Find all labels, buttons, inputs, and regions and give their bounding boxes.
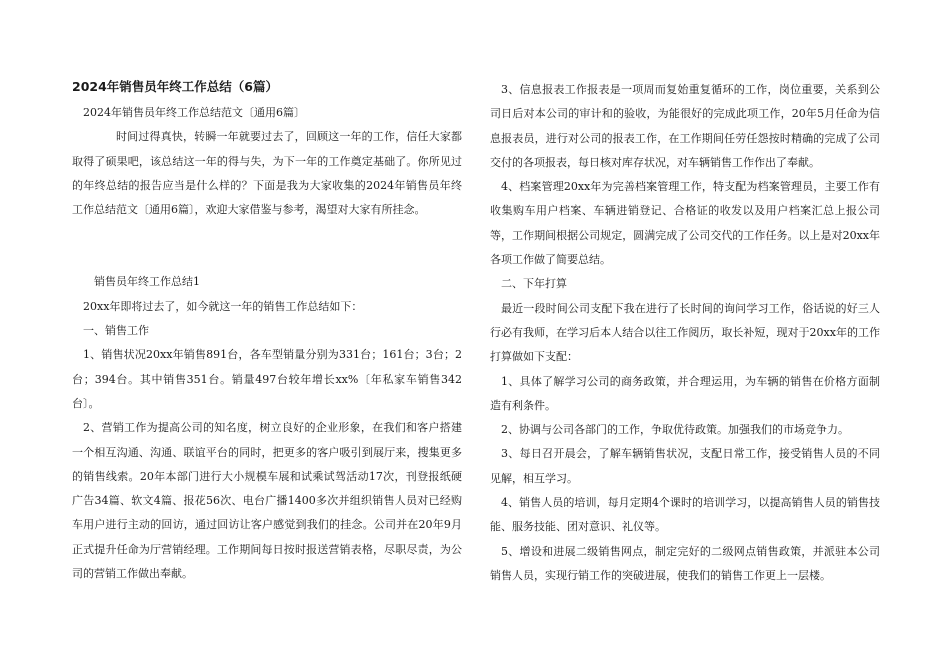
spacer — [72, 222, 462, 270]
paragraph-report-work: 3、信息报表工作报表是一项周而复始重复循环的工作，岗位重要，关系到公司日后对本公司的审计和的验收，为能很好的完成此项工作，20年5月任命为信息报表员，进行对公司的报表工作，在工作期间任劳任怨按时精确的完成了公司交付的各项报表，每日核对库存状况，对车辆销售工作作出了奉献。 — [490, 83, 880, 169]
plan-item: 5、增设和进展二级销售网点，制定完好的二级网点销售政策，并派驻本公司销售人员，实现行销工作的突破进展，使我们的销售工作更上一层楼。 — [490, 544, 880, 582]
paragraph-archive-management: 4、档案管理20xx年为完善档案管理工作，特支配为档案管理员，主要工作有收集购车用户档案、车辆进销登记、合格证的收发以及用户档案汇总上报公司等，工作期间根据公司规定，圆满完成了公司交代的工作任务。以上是对20xx年各项工作做了简要总结。 — [490, 180, 880, 267]
right-column — [490, 78, 880, 588]
paragraph-sales-status: 1、销售状况20xx年销售891台，各车型销量分别为331台；161台；3台；2台；394台。其中销售351台。销量497台较年增长xx%〔年私家车销售342台〕。 — [72, 348, 462, 410]
plan-item: 1、具体了解学习公司的商务政策，并合理运用，为车辆的销售在价格方面制造有利条件。 — [490, 374, 880, 412]
plan-item: 4、销售人员的培训，每月定期4个课时的培训学习，以提高销售人员的销售技能、服务技能、团对意识、礼仪等。 — [490, 496, 880, 534]
document-subtitle: 2024年销售员年终工作总结范文〔通用6篇〕 — [83, 106, 305, 119]
heading-sales-work: 一、销售工作 — [83, 324, 149, 338]
intro-paragraph: 时间过得真快，转瞬一年就要过去了，回顾这一年的工作，信任大家都取得了硕果吧，该总结这一年的得与失，为下一年的工作奠定基础了。你所见过的年终总结的报告应当是什么样的？下面是我为大家收集的2024年销售员年终工作总结范文〔通用6篇〕，欢迎大家借鉴与参考，渴望对大家有所挂念。 — [72, 130, 462, 217]
paragraph-marketing-work: 2、营销工作为提高公司的知名度，树立良好的企业形象，在我们和客户搭建一个相互沟通、沟通、联谊平台的同时，把更多的客户吸引到展厅来，搜集更多的销售线索。20年本部门进行大小规模车展和试乘试驾活动17次，刊登报纸硬广告34篇、软文4篇、报花56次、电台广播1400多次并组织销售人员对已经购车用户进行主动的回访，通过回访让客户感觉到我们的挂念。公司并在20年9月正式提升任命为厅营销经理。工作期间每日按时报送营销表格，尽职尽责，为公司的营销工作做出奉献。 — [72, 421, 462, 581]
document-title: 2024年销售员年终工作总结（6篇） — [72, 79, 278, 94]
plan-item: 2、协调与公司各部门的工作，争取优待政策。加强我们的市场竞争力。 — [501, 423, 849, 437]
plan-item: 3、每日召开晨会，了解车辆销售状况，支配日常工作，接受销售人员的不同见解，相互学习。 — [490, 447, 880, 485]
paragraph-plan-intro: 最近一段时间公司支配下我在进行了长时间的询问学习工作，俗话说的好三人行必有我师，在学习后本人结合以往工作阅历，取长补短，现对于20xx年的工作打算做如下支配： — [490, 301, 880, 364]
heading-next-year-plan: 二、下年打算 — [501, 277, 567, 291]
opening-paragraph: 20xx年即将过去了，如今就这一年的销售工作总结如下： — [83, 299, 363, 313]
left-column — [72, 78, 462, 586]
section-title: 销售员年终工作总结1 — [94, 275, 200, 289]
